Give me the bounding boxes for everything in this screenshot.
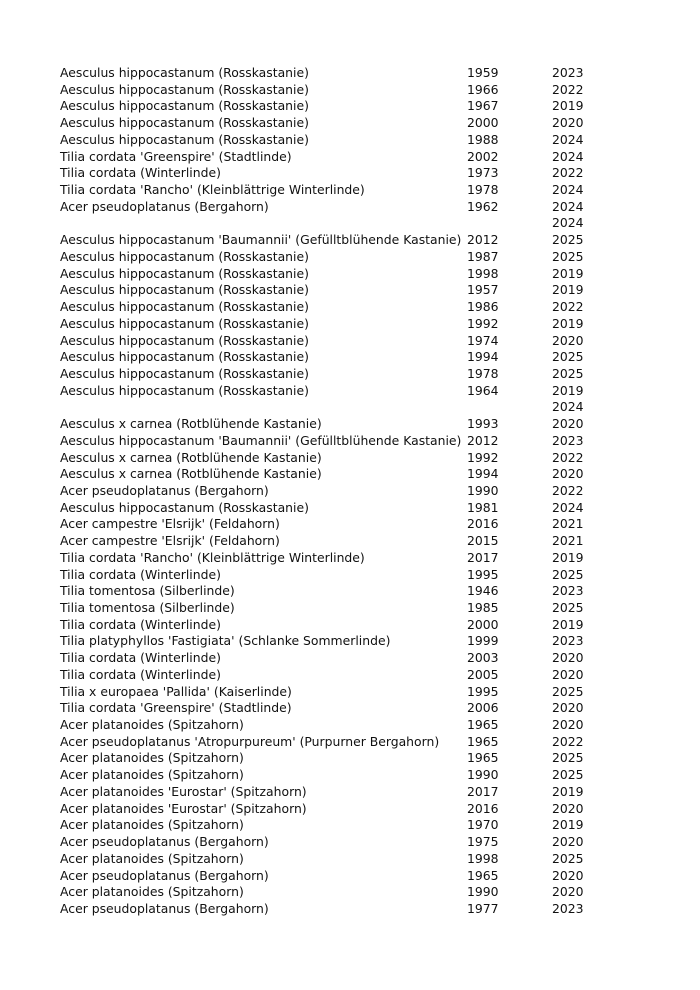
table-row [60, 600, 600, 617]
table-row [60, 165, 600, 182]
inspection-year-cell: 2023 [552, 65, 584, 80]
inspection-year-cell: 2025 [552, 750, 584, 766]
table-row [60, 349, 600, 366]
table-row [60, 734, 600, 751]
inspection-year-cell: 2023 [552, 900, 584, 916]
inspection-year-cell: 2021 [552, 533, 584, 549]
tree-name-cell: Tilia cordata 'Greenspire' (Stadtlinde) [60, 700, 292, 716]
planting-year-cell: 1964 [467, 382, 499, 398]
tree-name-cell: Acer platanoides (Spitzahorn) [60, 750, 244, 766]
planting-year-cell: 1998 [467, 850, 499, 866]
planting-year-cell: 1973 [467, 165, 499, 181]
tree-name-cell: Tilia cordata 'Rancho' (Kleinblättrige Winterlinde) [60, 549, 365, 565]
tree-name-cell: Tilia cordata 'Greenspire' (Stadtlinde) [60, 148, 292, 164]
tree-name-cell: Acer platanoides (Spitzahorn) [60, 767, 244, 783]
inspection-year-cell: 2020 [552, 867, 584, 883]
table-row [60, 667, 600, 684]
table-row [60, 684, 600, 701]
inspection-year-cell: 2020 [552, 700, 584, 716]
tree-name-cell: Aesculus hippocastanum (Rosskastanie) [60, 115, 309, 131]
inspection-year-cell: 2023 [552, 583, 584, 599]
tree-name-cell: Acer platanoides (Spitzahorn) [60, 850, 244, 866]
inspection-year-cell: 2025 [552, 248, 584, 264]
table-row [60, 868, 600, 885]
inspection-year-cell: 2023 [552, 432, 584, 448]
tree-name-cell: Aesculus hippocastanum (Rosskastanie) [60, 299, 309, 315]
table-row [60, 366, 600, 383]
tree-name-cell: Tilia cordata (Winterlinde) [60, 165, 221, 181]
inspection-year-cell: 2023 [552, 633, 584, 649]
tree-name-cell: Aesculus x carnea (Rotblühende Kastanie) [60, 466, 322, 482]
tree-name-cell: Acer pseudoplatanus (Bergahorn) [60, 198, 269, 214]
inspection-year-cell: 2024 [552, 182, 584, 198]
tree-name-cell: Aesculus hippocastanum (Rosskastanie) [60, 349, 309, 365]
planting-year-cell: 1990 [467, 767, 499, 783]
inspection-year-cell: 2019 [552, 315, 584, 331]
tree-name-cell: Aesculus hippocastanum (Rosskastanie) [60, 315, 309, 331]
table-row [60, 132, 600, 149]
tree-name-cell: Tilia cordata (Winterlinde) [60, 666, 221, 682]
planting-year-cell: 1966 [467, 81, 499, 97]
table-row [60, 232, 600, 249]
table-row [60, 433, 600, 450]
table-row [60, 834, 600, 851]
planting-year-cell: 2017 [467, 549, 499, 565]
inspection-year-cell: 2019 [552, 265, 584, 281]
tree-name-cell: Aesculus hippocastanum (Rosskastanie) [60, 365, 309, 381]
planting-year-cell: 1985 [467, 600, 499, 615]
inspection-year-cell: 2025 [552, 600, 584, 615]
table-row [60, 215, 600, 232]
planting-year-cell: 1995 [467, 566, 499, 582]
table-row [60, 266, 600, 283]
table-row [60, 98, 600, 115]
planting-year-cell: 1995 [467, 683, 499, 699]
planting-year-cell: 1993 [467, 416, 499, 432]
planting-year-cell: 1974 [467, 332, 499, 348]
tree-name-cell: Acer platanoides 'Eurostar' (Spitzahorn) [60, 783, 307, 799]
planting-year-cell: 2017 [467, 783, 499, 799]
table-row [60, 115, 600, 132]
table-row [60, 817, 600, 834]
inspection-year-cell: 2024 [552, 131, 584, 147]
planting-year-cell: 2002 [467, 148, 499, 164]
inspection-year-cell: 2019 [552, 382, 584, 398]
planting-year-cell: 2000 [467, 115, 499, 131]
inspection-year-cell: 2022 [552, 449, 584, 465]
table-row [60, 199, 600, 216]
inspection-year-cell: 2019 [552, 549, 584, 565]
tree-name-cell: Tilia tomentosa (Silberlinde) [60, 583, 235, 599]
planting-year-cell: 1977 [467, 900, 499, 916]
table-row [60, 249, 600, 266]
inspection-year-cell: 2022 [552, 165, 584, 181]
planting-year-cell: 2006 [467, 700, 499, 716]
table-row [60, 466, 600, 483]
planting-year-cell: 2003 [467, 650, 499, 666]
planting-year-cell: 1998 [467, 265, 499, 281]
inspection-year-cell: 2025 [552, 232, 584, 248]
table-row [60, 851, 600, 868]
inspection-year-cell: 2020 [552, 884, 584, 900]
planting-year-cell: 1992 [467, 315, 499, 331]
inspection-year-cell: 2019 [552, 282, 584, 298]
table-row [60, 884, 600, 901]
tree-name-cell: Aesculus hippocastanum (Rosskastanie) [60, 282, 309, 298]
planting-year-cell: 2005 [467, 666, 499, 682]
table-row [60, 316, 600, 333]
table-row [60, 299, 600, 316]
inspection-year-cell: 2020 [552, 416, 584, 432]
planting-year-cell: 2015 [467, 533, 499, 549]
table-row [60, 784, 600, 801]
inspection-year-cell: 2024 [552, 499, 584, 515]
planting-year-cell: 1967 [467, 98, 499, 114]
table-row [60, 516, 600, 533]
inspection-year-cell: 2020 [552, 115, 584, 131]
planting-year-cell: 1978 [467, 182, 499, 198]
table-row [60, 182, 600, 199]
table-row [60, 65, 600, 82]
table-row [60, 567, 600, 584]
planting-year-cell: 1978 [467, 365, 499, 381]
inspection-year-cell: 2024 [552, 215, 584, 231]
planting-year-cell: 1990 [467, 482, 499, 498]
inspection-year-cell: 2024 [552, 399, 584, 415]
tree-name-cell: Acer campestre 'Elsrijk' (Feldahorn) [60, 533, 280, 549]
table-row [60, 416, 600, 433]
planting-year-cell: 1990 [467, 884, 499, 900]
planting-year-cell: 1987 [467, 248, 499, 264]
tree-name-cell: Acer pseudoplatanus (Bergahorn) [60, 834, 269, 850]
planting-year-cell: 1965 [467, 867, 499, 883]
inspection-year-cell: 2020 [552, 666, 584, 682]
planting-year-cell: 1981 [467, 499, 499, 515]
planting-year-cell: 2012 [467, 232, 499, 248]
inspection-year-cell: 2024 [552, 198, 584, 214]
tree-name-cell: Aesculus hippocastanum (Rosskastanie) [60, 98, 309, 114]
inspection-year-cell: 2020 [552, 717, 584, 733]
tree-name-cell: Acer pseudoplatanus (Bergahorn) [60, 900, 269, 916]
table-row [60, 700, 600, 717]
table-row [60, 901, 600, 918]
inspection-year-cell: 2022 [552, 299, 584, 315]
tree-name-cell: Aesculus x carnea (Rotblühende Kastanie) [60, 416, 322, 432]
tree-name-cell: Aesculus hippocastanum (Rosskastanie) [60, 248, 309, 264]
planting-year-cell: 1970 [467, 817, 499, 833]
inspection-year-cell: 2019 [552, 616, 584, 632]
table-row [60, 533, 600, 550]
table-row [60, 650, 600, 667]
planting-year-cell: 1988 [467, 131, 499, 147]
inspection-year-cell: 2025 [552, 683, 584, 699]
planting-year-cell: 1957 [467, 282, 499, 298]
planting-year-cell: 1994 [467, 349, 499, 365]
tree-name-cell: Tilia cordata (Winterlinde) [60, 566, 221, 582]
tree-name-cell: Aesculus hippocastanum (Rosskastanie) [60, 382, 309, 398]
tree-name-cell: Acer pseudoplatanus 'Atropurpureum' (Purpurner Bergahorn) [60, 733, 440, 749]
table-row [60, 483, 600, 500]
table-row [60, 617, 600, 634]
tree-name-cell: Aesculus hippocastanum (Rosskastanie) [60, 131, 309, 147]
inspection-year-cell: 2025 [552, 365, 584, 381]
table-row [60, 550, 600, 567]
tree-name-cell: Acer platanoides (Spitzahorn) [60, 717, 244, 733]
inspection-year-cell: 2022 [552, 81, 584, 97]
planting-year-cell: 2016 [467, 516, 499, 532]
inspection-year-cell: 2022 [552, 733, 584, 749]
tree-name-cell: Tilia cordata (Winterlinde) [60, 616, 221, 632]
planting-year-cell: 1999 [467, 633, 499, 649]
inspection-year-cell: 2019 [552, 98, 584, 114]
planting-year-cell: 1994 [467, 466, 499, 482]
inspection-year-cell: 2025 [552, 767, 584, 783]
table-row [60, 500, 600, 517]
tree-name-cell: Aesculus hippocastanum (Rosskastanie) [60, 499, 309, 515]
table-row [60, 767, 600, 784]
planting-year-cell: 2012 [467, 432, 499, 448]
table-row [60, 399, 600, 416]
table-row [60, 333, 600, 350]
inspection-year-cell: 2024 [552, 148, 584, 164]
planting-year-cell: 1946 [467, 583, 499, 599]
tree-name-cell: Tilia platyphyllos 'Fastigiata' (Schlanke Sommerlinde) [60, 633, 391, 649]
tree-name-cell: Aesculus hippocastanum (Rosskastanie) [60, 81, 309, 97]
planting-year-cell: 1992 [467, 449, 499, 465]
inspection-year-cell: 2020 [552, 466, 584, 482]
tree-name-cell: Acer pseudoplatanus (Bergahorn) [60, 482, 269, 498]
table-row [60, 633, 600, 650]
tree-name-cell: Tilia tomentosa (Silberlinde) [60, 600, 235, 615]
table-row [60, 383, 600, 400]
inspection-year-cell: 2025 [552, 850, 584, 866]
table-row [60, 450, 600, 467]
tree-name-cell: Tilia cordata (Winterlinde) [60, 650, 221, 666]
inspection-year-cell: 2019 [552, 817, 584, 833]
tree-name-cell: Aesculus hippocastanum (Rosskastanie) [60, 332, 309, 348]
tree-name-cell: Acer platanoides (Spitzahorn) [60, 817, 244, 833]
tree-name-cell: Tilia x europaea 'Pallida' (Kaiserlinde) [60, 683, 292, 699]
tree-name-cell: Acer pseudoplatanus (Bergahorn) [60, 867, 269, 883]
tree-name-cell: Aesculus hippocastanum 'Baumannii' (Gefülltblühende Kastanie) [60, 232, 462, 248]
tree-name-cell: Aesculus hippocastanum (Rosskastanie) [60, 265, 309, 281]
inspection-year-cell: 2025 [552, 566, 584, 582]
inspection-year-cell: 2020 [552, 650, 584, 666]
tree-name-cell: Tilia cordata 'Rancho' (Kleinblättrige Winterlinde) [60, 182, 365, 198]
table-row [60, 717, 600, 734]
inspection-year-cell: 2019 [552, 783, 584, 799]
planting-year-cell: 2016 [467, 800, 499, 816]
tree-name-cell: Acer platanoides (Spitzahorn) [60, 884, 244, 900]
planting-year-cell: 1975 [467, 834, 499, 850]
planting-year-cell: 2000 [467, 616, 499, 632]
tree-name-cell: Aesculus x carnea (Rotblühende Kastanie) [60, 449, 322, 465]
inspection-year-cell: 2022 [552, 482, 584, 498]
planting-year-cell: 1959 [467, 65, 499, 80]
planting-year-cell: 1965 [467, 717, 499, 733]
table-row [60, 750, 600, 767]
planting-year-cell: 1962 [467, 198, 499, 214]
planting-year-cell: 1965 [467, 733, 499, 749]
tree-name-cell: Aesculus hippocastanum 'Baumannii' (Gefülltblühende Kastanie) [60, 432, 462, 448]
table-row [60, 801, 600, 818]
table-row [60, 82, 600, 99]
tree-name-cell: Acer campestre 'Elsrijk' (Feldahorn) [60, 516, 280, 532]
inspection-year-cell: 2020 [552, 800, 584, 816]
table-row [60, 149, 600, 166]
inspection-year-cell: 2021 [552, 516, 584, 532]
tree-name-cell: Acer platanoides 'Eurostar' (Spitzahorn) [60, 800, 307, 816]
table-row [60, 282, 600, 299]
inspection-year-cell: 2025 [552, 349, 584, 365]
tree-table [60, 65, 600, 918]
tree-name-cell: Aesculus hippocastanum (Rosskastanie) [60, 65, 309, 80]
inspection-year-cell: 2020 [552, 834, 584, 850]
table-row [60, 583, 600, 600]
planting-year-cell: 1965 [467, 750, 499, 766]
inspection-year-cell: 2020 [552, 332, 584, 348]
planting-year-cell: 1986 [467, 299, 499, 315]
